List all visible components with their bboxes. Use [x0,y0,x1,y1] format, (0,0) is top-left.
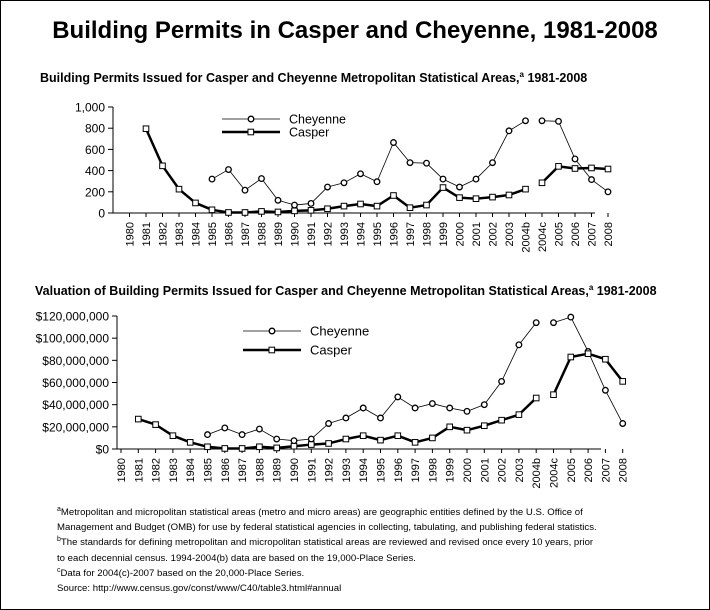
x-tick-label: 2008 [603,222,615,247]
casper-point [424,202,430,208]
x-tick-label: 2005 [565,458,578,483]
casper-point [589,165,595,171]
casper-point [568,354,574,360]
cheyenne-point [447,405,453,411]
cheyenne-point [242,187,248,193]
x-tick-label: 2004c [548,458,561,488]
x-tick-label: 1989 [273,222,285,247]
chart2-title-text: Valuation of Building Permits Issued for Casper and Cheyenne Metropolitan Statistical Areas, [35,284,589,299]
cheyenne-point [533,320,539,326]
x-tick-label: 1991 [306,222,318,247]
cheyenne-point [556,119,562,125]
cheyenne-point [490,160,496,166]
x-tick-label: 1997 [410,458,423,483]
x-tick-label: 1985 [207,222,219,247]
y-tick-label: $100,000,000 [35,331,109,346]
legend-label: Casper [289,125,330,140]
casper-point [457,195,463,201]
x-tick-label: 1983 [167,458,180,483]
chart2-title-suffix: 1981-2008 [593,284,657,299]
cheyenne-point [391,140,397,146]
cheyenne-point [326,421,332,427]
x-tick-label: 1996 [388,222,401,247]
casper-point [378,437,384,443]
casper-point [187,440,193,446]
cheyenne-point [457,184,463,190]
chart1-title-suffix: 1981-2008 [523,71,588,86]
legend-marker [269,347,275,353]
x-tick-label: 2007 [600,458,613,483]
casper-point [556,164,562,170]
casper-point [391,193,397,199]
legend-marker [269,328,275,334]
cheyenne-point [572,156,578,162]
casper-series-line [146,129,526,213]
casper-point [308,208,314,214]
legend-label: Cheyenne [310,323,370,339]
x-tick-label: 2004c [537,222,549,252]
casper-point [343,436,349,442]
cheyenne-point [209,176,215,182]
cheyenne-point [395,394,401,400]
y-tick-label: $40,000,000 [42,398,109,413]
x-tick-label: 1990 [289,222,302,247]
page-title: Building Permits in Casper and Cheyenne, 1981-2008 [52,17,658,44]
y-tick-label: $20,000,000 [42,420,109,435]
x-tick-label: 1986 [223,222,236,247]
x-tick-label: 2002 [496,458,509,483]
x-tick-label: 2004b [531,458,544,489]
casper-series-line [554,354,623,395]
cheyenne-point [308,201,314,207]
casper-point [153,422,159,428]
casper-point [242,210,248,216]
x-tick-label: 1993 [340,458,353,483]
x-tick-label: 1991 [306,458,319,483]
casper-point [257,444,263,450]
x-tick-label: 1998 [421,222,434,247]
casper-series-line [138,398,536,448]
x-tick-label: 1986 [219,458,232,483]
casper-point [326,441,332,447]
footnote-line: $^c$Data for 2004(c)-2007 based on the 20,000-Place Series. [57,566,305,579]
cheyenne-point [239,432,245,438]
casper-point [325,206,331,212]
chart1-title-sup: a [519,70,524,79]
cheyenne-point [589,177,595,183]
cheyenne-point [257,426,263,432]
footnotes [57,504,657,595]
x-tick-label: 1994 [355,222,368,247]
chart1-title-text: Building Permits Issued for Casper and Cheyenne Metropolitan Statistical Areas, [40,71,520,86]
cheyenne-point [378,415,384,421]
x-tick-label: 1992 [323,458,336,483]
casper-point [572,166,578,172]
cheyenne-point [506,128,512,134]
legend-label: Casper [310,342,352,358]
cheyenne-point [292,202,298,208]
casper-point [292,208,298,214]
cheyenne-point [222,425,228,431]
x-tick-label: 2007 [586,222,599,247]
y-tick-label: 1,000 [74,100,105,115]
casper-point [239,446,245,452]
casper-point [160,163,166,169]
legend-marker [248,129,254,135]
cheyenne-point [274,436,280,442]
x-tick-label: 2001 [479,458,492,483]
cheyenne-point [226,167,232,173]
x-tick-label: 1999 [444,458,457,483]
x-tick-label: 1980 [124,222,137,247]
x-tick-label: 1992 [322,222,335,247]
x-tick-label: 1995 [372,222,384,247]
casper-point [136,416,142,422]
casper-point [603,356,609,362]
footnote-line: $^a$Metropolitan and micropolitan statistical areas (metro and micro areas) are geographic entities defined by the U.S. Office of [57,506,583,519]
cheyenne-point [358,171,364,177]
casper-point [358,201,364,207]
x-tick-label: 1993 [339,222,351,247]
casper-point [226,210,232,216]
chart2-title [35,283,657,298]
cheyenne-point [424,160,430,166]
casper-point [176,186,182,192]
cheyenne-point [482,402,488,408]
x-tick-label: 1989 [271,458,284,483]
x-tick-label: 1994 [358,458,371,483]
casper-point [447,424,453,430]
cheyenne-point [605,189,611,195]
x-tick-label: 2002 [487,222,500,247]
cheyenne-point [259,176,265,182]
casper-point [490,194,496,200]
casper-point [143,126,149,132]
x-tick-label: 1987 [237,458,250,483]
y-tick-label: $0 [95,442,109,457]
x-tick-label: 2006 [583,458,596,483]
x-tick-label: 1997 [405,222,417,247]
casper-point [374,203,380,209]
legend-marker [248,116,254,122]
casper-point [539,180,545,186]
x-tick-label: 2008 [617,458,630,483]
casper-point [473,196,479,202]
cheyenne-point [523,118,529,124]
x-tick-label: 1988 [256,222,269,247]
cheyenne-point [539,118,545,124]
cheyenne-point [407,160,413,166]
casper-point [523,186,529,192]
cheyenne-point [360,405,366,411]
casper-point [499,417,505,423]
cheyenne-point [568,314,574,320]
x-tick-label: 1984 [190,222,203,247]
x-tick-label: 1996 [392,458,405,483]
cheyenne-point [341,180,347,186]
casper-point [275,209,281,215]
cheyenne-point [205,432,211,438]
footnote-line: Source: http://www.census.gov/const/www/C40/table3.html#annual [57,583,342,595]
footnote-line: to each decennial census. 1994-2004(b) data are based on the 19,000-Place Series. [57,552,416,564]
cheyenne-point [325,184,331,190]
y-tick-label: $120,000,000 [35,309,109,324]
cheyenne-point [473,176,479,182]
y-tick-label: 0 [98,206,105,221]
cheyenne-series-line [212,121,526,205]
x-tick-label: 1987 [240,222,252,247]
casper-point [506,192,512,198]
x-tick-label: 1988 [254,458,267,483]
casper-point [605,166,611,172]
chart1-title [40,70,587,85]
casper-point [620,379,626,385]
casper-point [274,445,280,451]
x-tick-label: 2000 [462,458,474,483]
y-tick-label: 200 [84,185,105,200]
casper-point [407,205,413,211]
x-tick-label: 2003 [504,222,516,247]
valuation-chart [0,305,710,505]
casper-point [360,433,366,439]
cheyenne-point [440,176,446,182]
casper-point [464,427,470,433]
cheyenne-point [499,379,505,385]
x-tick-label: 1984 [185,458,198,483]
x-tick-label: 1981 [133,458,146,483]
cheyenne-point [516,342,522,348]
x-tick-label: 2005 [553,222,566,247]
chart2-title-sup: a [588,283,594,292]
x-tick-label: 2006 [570,222,582,247]
x-tick-label: 1980 [116,458,128,483]
legend-label: Cheyenne [289,112,346,127]
cheyenne-point [412,405,418,411]
cheyenne-point [551,320,557,326]
x-tick-label: 2001 [471,222,483,247]
casper-point [193,200,199,206]
casper-point [309,442,315,448]
x-tick-label: 1985 [202,458,215,483]
footnote-line: $^b$The standards for defining metropolitan and micropolitan statistical areas are reviewed and revised once every 10 years, prior [57,536,594,549]
casper-point [259,209,265,215]
x-tick-label: 1983 [174,222,186,247]
x-tick-label: 2000 [454,222,467,247]
casper-point [516,412,522,418]
casper-point [412,440,418,446]
casper-point [585,351,591,357]
casper-point [341,203,347,209]
cheyenne-point [275,197,281,203]
casper-point [209,207,215,213]
casper-point [551,392,557,398]
x-tick-label: 1981 [141,222,153,247]
cheyenne-point [620,421,626,427]
cheyenne-point [343,415,349,421]
x-tick-label: 1982 [150,458,163,483]
casper-point [170,433,176,439]
cheyenne-point [374,179,380,185]
x-tick-label: 1999 [438,222,450,247]
y-tick-label: 800 [84,121,105,136]
y-tick-label: $80,000,000 [42,353,109,368]
y-tick-label: $60,000,000 [42,376,109,390]
casper-point [533,395,539,401]
casper-point [395,433,401,439]
cheyenne-point [309,436,315,442]
casper-point [291,443,297,449]
y-tick-label: 600 [84,142,105,157]
casper-point [440,185,446,191]
x-tick-label: 2004b [520,222,533,253]
permits-chart [0,95,710,275]
x-tick-label: 1990 [289,458,301,483]
y-tick-label: 400 [84,164,105,179]
x-tick-label: 1995 [375,458,388,483]
cheyenne-point [430,401,436,407]
casper-point [205,444,211,450]
casper-point [222,446,228,452]
casper-point [482,423,488,429]
cheyenne-point [464,409,470,415]
footnote-line: Management and Budget (OMB) for use by federal statistical agencies in collecting, tabulating, and publishing federal statistics. [57,522,597,534]
cheyenne-point [603,387,609,393]
casper-point [430,435,436,441]
x-tick-label: 1982 [157,222,170,247]
x-tick-label: 2003 [513,458,526,483]
x-tick-label: 1998 [427,458,440,483]
cheyenne-point [291,438,297,444]
